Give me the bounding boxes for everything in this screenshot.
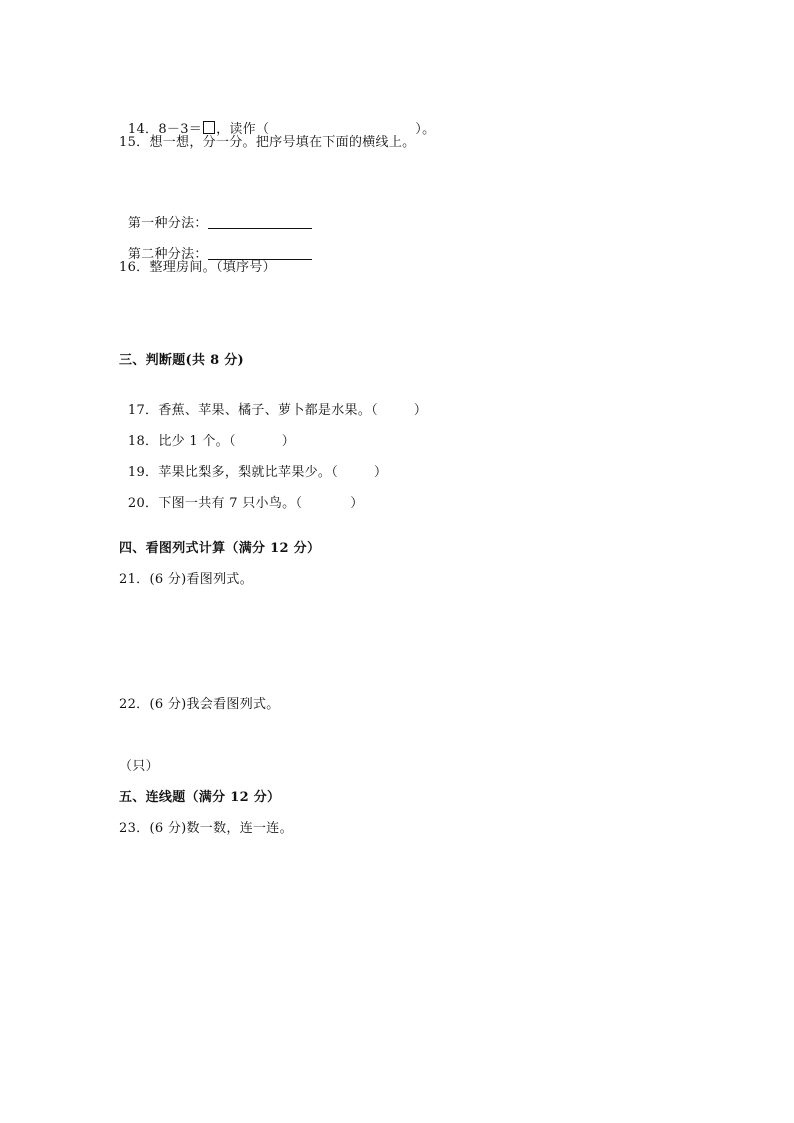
question-16: 16．整理房间。（填序号）	[119, 260, 276, 275]
q14-close: ）。	[415, 122, 436, 137]
unit-label: （只）	[119, 759, 159, 774]
q17-text: 17．香蕉、苹果、橘子、萝卜都是水果。（	[127, 403, 378, 418]
q19-text: 19．苹果比梨多，梨就比苹果少。（	[127, 465, 339, 480]
q20-text: 20．下图一共有 7 只小鸟。（	[127, 496, 303, 511]
q14-suffix: ，读作（	[216, 122, 270, 137]
q14-prefix: 14．8－3＝	[127, 122, 203, 137]
method-1-label: 第一种分法：	[127, 216, 208, 231]
method-2-label: 第二种分法：	[127, 247, 208, 262]
answer-box	[203, 121, 215, 134]
section-5-heading: 五、连线题（满分 12 分）	[119, 790, 281, 805]
section-4-heading: 四、看图列式计算（满分 12 分）	[119, 541, 321, 556]
q20-close: ）	[350, 496, 364, 511]
question-23: 23．(6 分)数一数，连一连。	[119, 821, 293, 836]
q18-close: ）	[281, 434, 296, 449]
question-20	[119, 477, 364, 513]
question-22: 22．(6 分)我会看图列式。	[119, 697, 280, 712]
q19-close: ）	[374, 465, 388, 480]
question-21: 21．(6 分)看图列式。	[119, 572, 253, 587]
section-3-heading: 三、判断题(共 8 分)	[119, 353, 244, 368]
q17-close: ）	[413, 403, 428, 418]
question-15: 15．想一想，分一分。把序号填在下面的横线上。	[119, 135, 416, 150]
q18-text: 18．比少 1 个。（	[127, 434, 236, 449]
